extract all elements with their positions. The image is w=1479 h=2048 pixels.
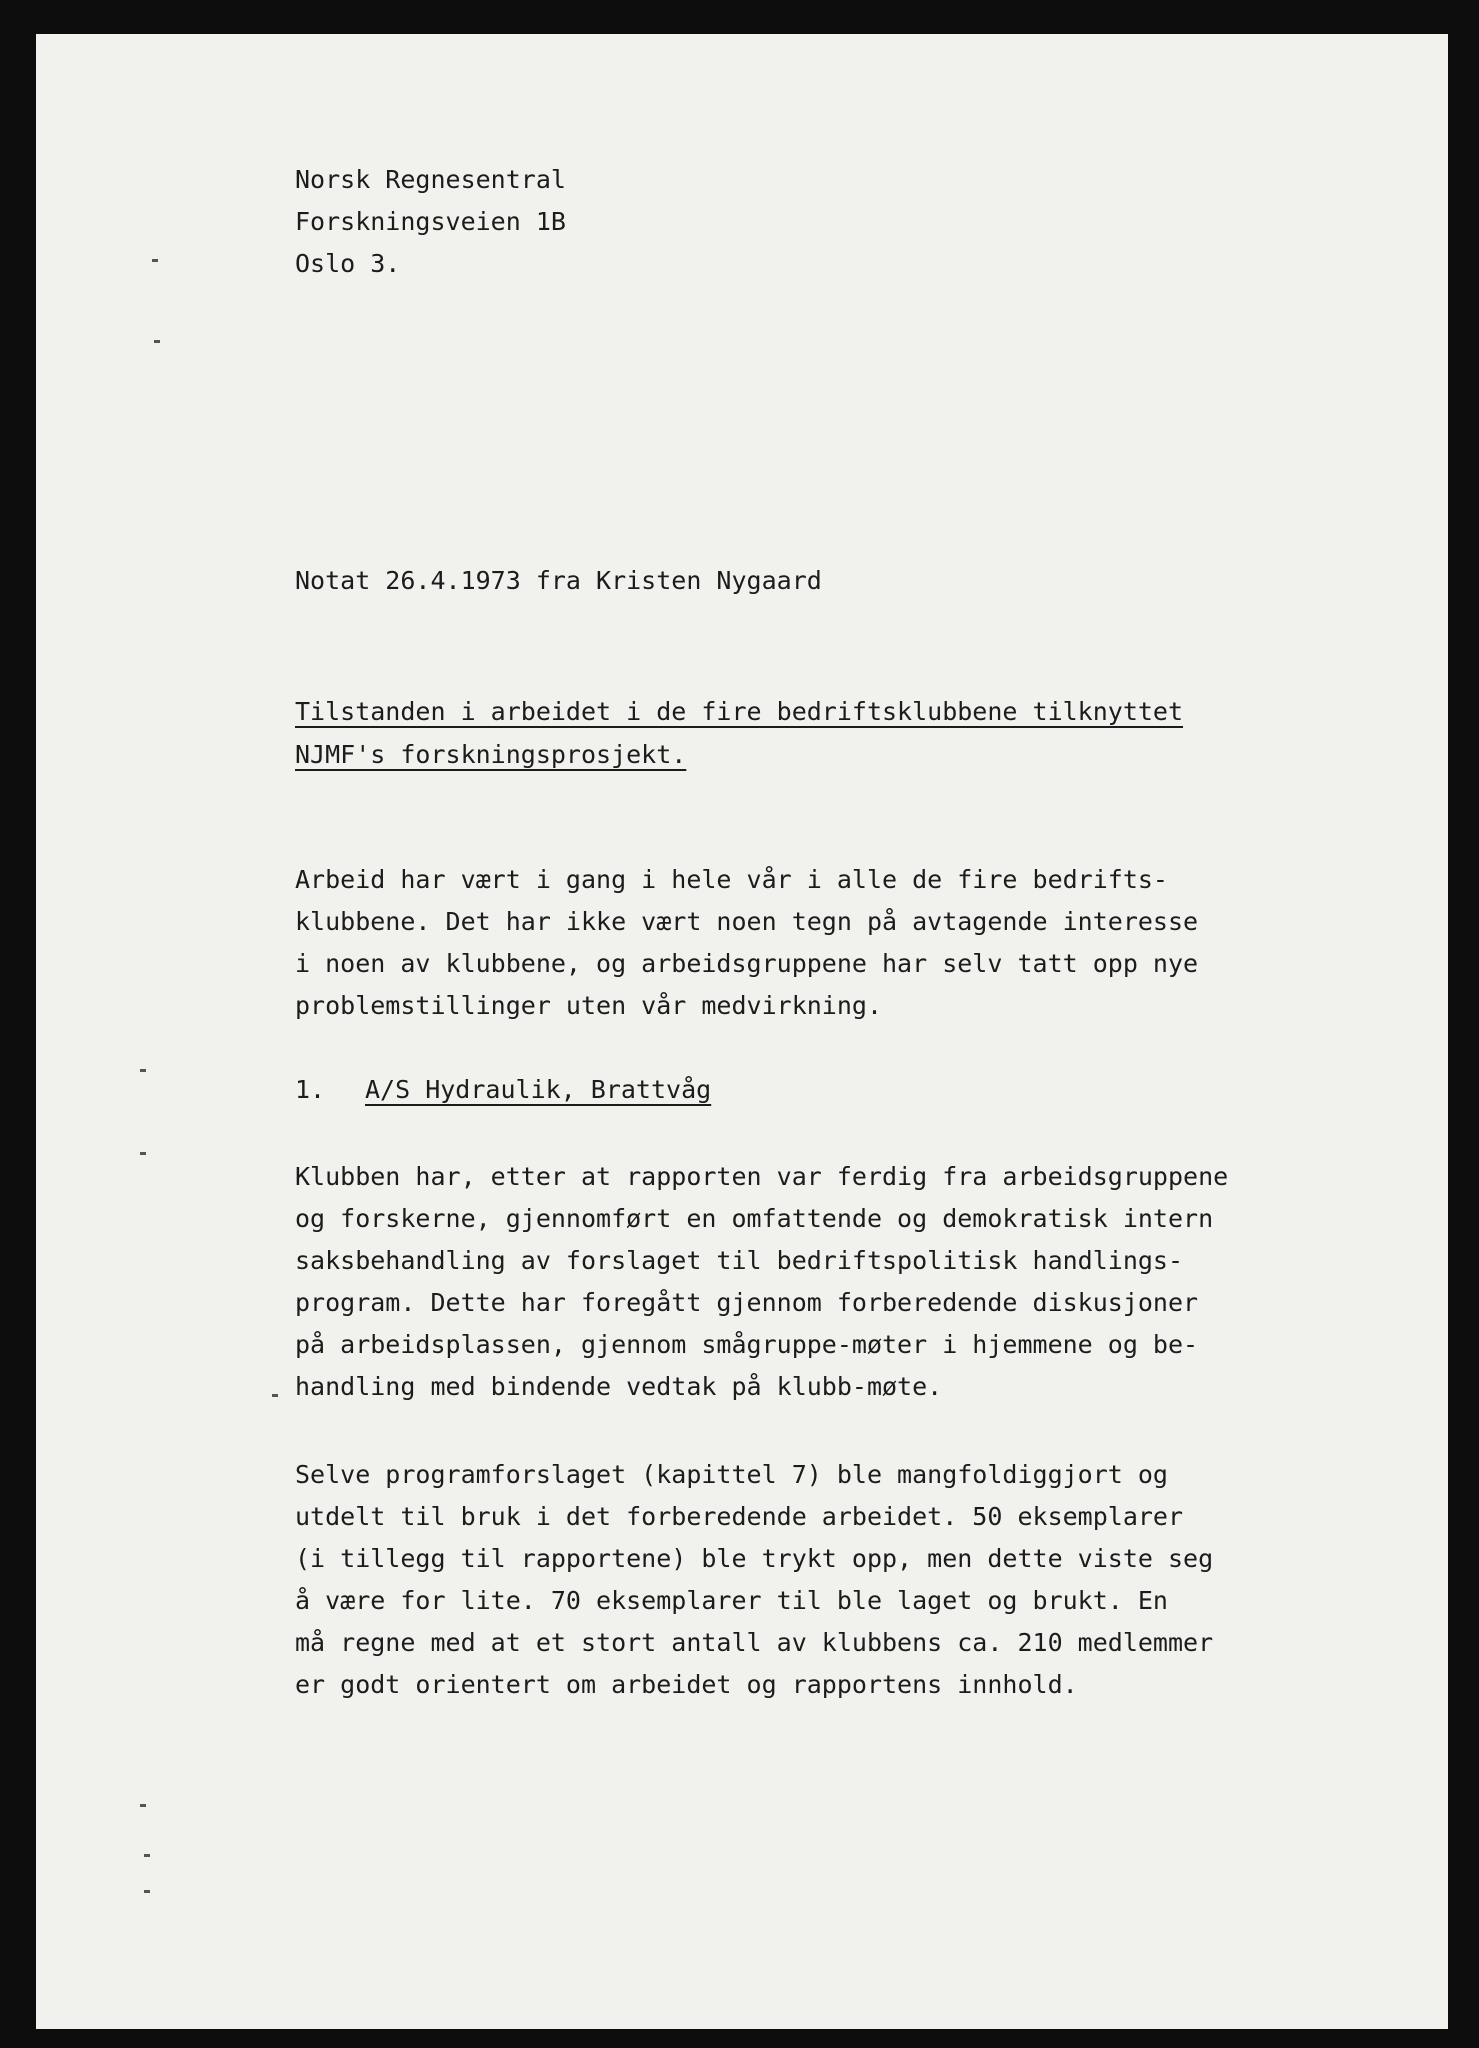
paragraph-2 [295,1454,1213,1706]
paragraph-1 [295,1156,1228,1408]
address-block [295,159,566,285]
intro-paragraph [295,859,1198,1027]
section-title: A/S Hydraulik, Brattvåg [365,1075,712,1104]
document-page [36,34,1448,2029]
margin-mark [154,340,160,343]
margin-mark [144,1854,150,1857]
text-line: handling med bindende vedtak på klubb-møte. [295,1372,943,1401]
address-line: Oslo 3. [295,249,401,278]
section-number: 1. [295,1075,326,1104]
address-line: Forskningsveien 1B [295,207,566,236]
margin-mark [144,1890,150,1893]
document-heading [295,690,1183,776]
text-line: saksbehandling av forslaget til bedriftspolitisk handlings- [295,1246,1184,1275]
text-line: (i tillegg til rapportene) ble trykt opp, men dette viste seg [295,1544,1214,1573]
address-line: Norsk Regnesentral [295,165,566,194]
text-line: Arbeid har vært i gang i hele vår i alle de fire bedrifts- [295,865,1168,894]
text-line: program. Dette har foregått gjennom forberedende diskusjoner [295,1288,1199,1317]
heading-line: Tilstanden i arbeidet i de fire bedriftsklubbene tilknyttet [295,697,1184,726]
text-line: på arbeidsplassen, gjennom smågruppe-møter i hjemmene og be- [295,1330,1199,1359]
margin-mark [140,1069,146,1072]
text-line: og forskerne, gjennomført en omfattende og demokratisk intern [295,1204,1214,1233]
margin-mark [140,1804,146,1807]
text-line: er godt orientert om arbeidet og rapportens innhold. [295,1670,1078,1699]
text-line: klubbene. Det har ikke vært noen tegn på avtagende interesse [295,907,1199,936]
note-line: Notat 26.4.1973 fra Kristen Nygaard [295,566,822,595]
section-1-heading [295,1069,711,1111]
heading-line: NJMF's forskningsprosjekt. [295,740,687,769]
text-line: utdelt til bruk i det forberedende arbeidet. 50 eksemplarer [295,1502,1184,1531]
margin-mark [152,259,158,262]
text-line: Selve programforslaget (kapittel 7) ble mangfoldiggjort og [295,1460,1168,1489]
margin-mark [140,1152,146,1155]
text-line: problemstillinger uten vår medvirkning. [295,991,882,1020]
text-line: Klubben har, etter at rapporten var ferdig fra arbeidsgruppene [295,1162,1229,1191]
text-line: i noen av klubbene, og arbeidsgruppene har selv tatt opp nye [295,949,1199,978]
text-line: må regne med at et stort antall av klubbens ca. 210 medlemmer [295,1628,1214,1657]
text-line: å være for lite. 70 eksemplarer til ble laget og brukt. En [295,1586,1168,1615]
margin-mark [272,1394,278,1397]
